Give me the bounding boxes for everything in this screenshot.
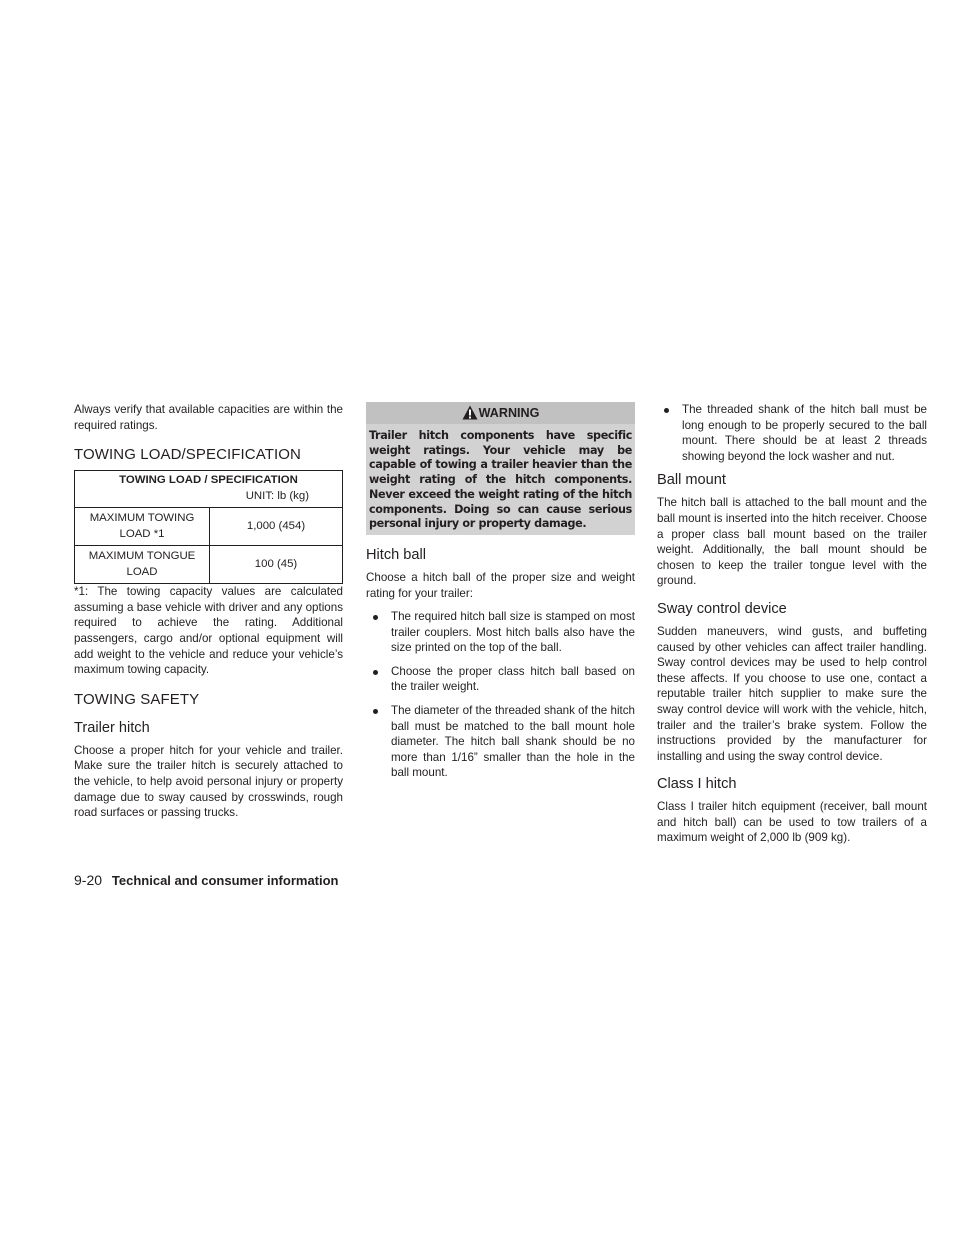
sway-control-heading: Sway control device	[657, 600, 787, 617]
hitch-ball-intro: Choose a hitch ball of the proper size and weight rating for your trailer:	[366, 570, 635, 600]
trailer-hitch-paragraph: Choose a proper hitch for your vehicle and trailer. Make sure the trailer hitch is securely attached to the vehicle, to help avoid personal injury or property damage due to sway caused by crosswinds, rough road surfaces or passing trucks.	[74, 743, 343, 820]
bullet-icon	[373, 615, 378, 620]
bullet-icon	[373, 709, 378, 714]
warning-label: WARNING	[478, 406, 540, 420]
warning-triangle-icon	[462, 405, 478, 420]
ball-mount-paragraph: The hitch ball is attached to the ball mount and the ball mount is inserted into the hitch receiver. Choose a proper class ball mount based on the trailer weight. Additionally, the ball mount should be chosen to keep the trailer tongue level with the ground.	[657, 496, 927, 588]
class-i-hitch-heading: Class I hitch	[657, 776, 737, 793]
list-item-text: The diameter of the threaded shank of the hitch ball must be matched to the ball mount hole diameter. The hitch ball shank should be no more than 1/16” smaller than the hole in the ball mount.	[391, 704, 635, 780]
table-title: TOWING LOAD / SPECIFICATION	[75, 471, 343, 489]
table-unit: UNIT: lb (kg)	[75, 489, 343, 508]
class-i-hitch-paragraph: Class I trailer hitch equipment (receiver, ball mount and hitch ball) can be used to tow trailers of a maximum weight of 2,000 lb (909 kg).	[657, 800, 927, 845]
middle-column	[366, 402, 635, 789]
hitch-ball-heading: Hitch ball	[366, 546, 427, 563]
list-item-text: The required hitch ball size is stamped on most trailer couplers. Most hitch balls also have the size printed on the top of the ball.	[391, 610, 635, 655]
list-item	[366, 609, 635, 656]
table-row	[75, 546, 343, 584]
bullet-icon	[664, 408, 669, 413]
sway-control-paragraph: Sudden maneuvers, wind gusts, and buffeting caused by other vehicles can affect trailer handling. Sway control devices may be used to help control these affects. If you choose to use one, contact a reputable trailer hitch supplier to make sure the sway control device will work with the vehicle, hitch, trailer and the trailer’s brake system. Follow the instructions provided by the manufacturer for installing and using the sway control device.	[657, 624, 927, 763]
table-row-label: MAXIMUM TONGUE LOAD	[75, 546, 210, 584]
intro-paragraph: Always verify that available capacities are within the required ratings.	[74, 403, 343, 432]
towing-load-heading: TOWING LOAD/SPECIFICATION	[74, 446, 301, 464]
list-item-text: Choose the proper class hitch ball based on the trailer weight.	[391, 664, 635, 694]
trailer-hitch-heading: Trailer hitch	[74, 719, 150, 736]
bullet-icon	[373, 670, 378, 675]
table-row-value: 1,000 (454)	[210, 508, 343, 546]
warning-header	[366, 402, 635, 424]
footnote: *1: The towing capacity values are calculated assuming a base vehicle with driver and any options required to achieve the rating. Additional passengers, cargo and/or optional equipment will add weight to the vehicle and reduce your vehicle’s maximum towing capacity.	[74, 585, 343, 677]
section-title: Technical and consumer information	[111, 873, 339, 888]
ball-mount-heading: Ball mount	[657, 472, 726, 489]
shank-list	[657, 402, 927, 464]
hitch-ball-list	[366, 609, 635, 781]
table-row	[75, 508, 343, 546]
table-row-value: 100 (45)	[210, 546, 343, 584]
warning-box	[366, 402, 635, 535]
towing-safety-heading: TOWING SAFETY	[74, 690, 200, 708]
warning-text: Trailer hitch components have specific weight ratings. Your vehicle may be capable of towing a trailer heavier than the weight rating of the hitch components. Never exceed the weight rating of the hitch components. Doing so can cause serious personal injury or property damage.	[369, 429, 632, 531]
page-number: 9-20	[74, 872, 103, 888]
list-item-text: The threaded shank of the hitch ball must be long enough to be properly secured to the ball mount. There should be at least 2 threads showing beyond the lock washer and nut.	[682, 403, 927, 463]
list-item	[366, 703, 635, 781]
towing-load-table	[74, 470, 343, 584]
list-item	[366, 664, 635, 695]
list-item	[657, 402, 927, 464]
right-column	[657, 402, 927, 846]
table-row-label: MAXIMUM TOWING LOAD *1	[75, 508, 210, 546]
page-footer	[74, 872, 339, 888]
left-column	[74, 402, 343, 821]
